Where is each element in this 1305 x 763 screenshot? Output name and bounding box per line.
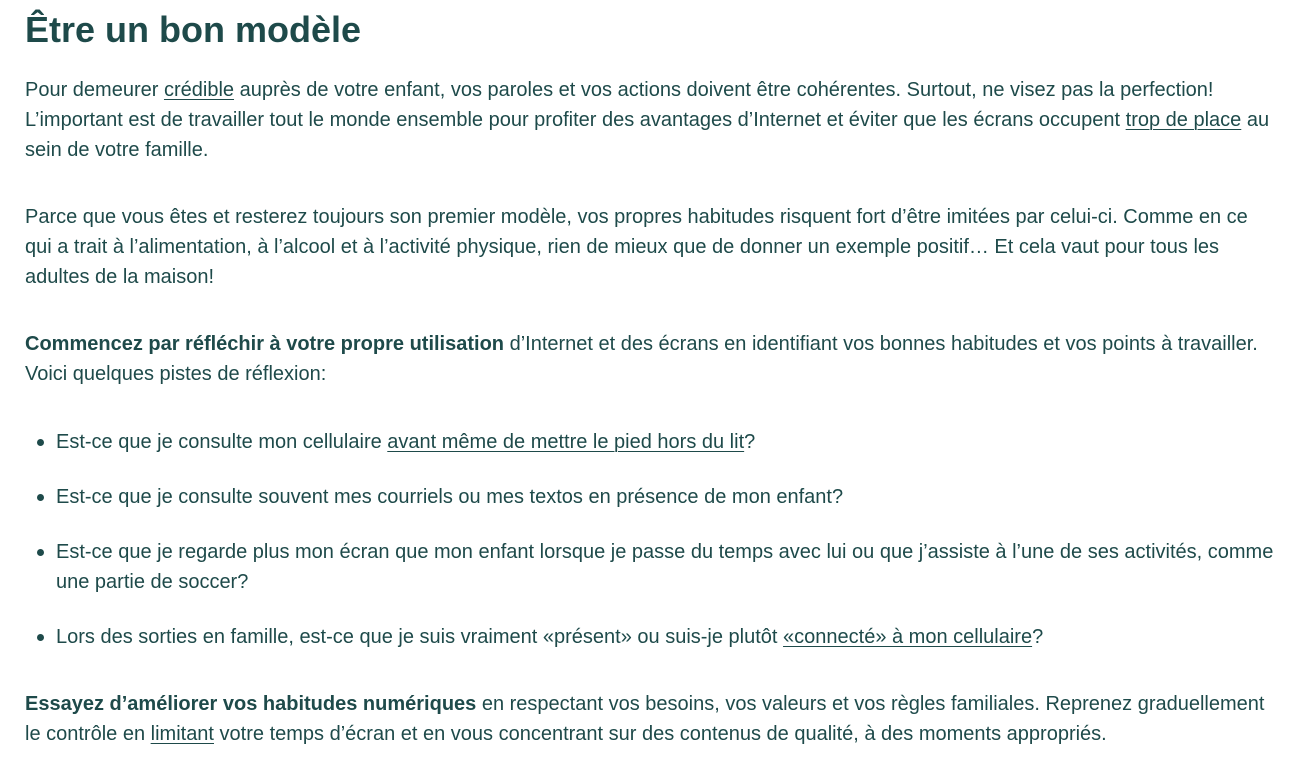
list-item-text: Lors des sorties en famille, est-ce que je suis vraiment «présent» ou suis-je plutôt	[56, 626, 784, 648]
link-trop-de-place[interactable]: trop de place	[1125, 109, 1242, 131]
paragraph-text: d’Internet et des écrans en identifiant vos bonnes habitudes et vos points à travailler. Voici quelques pistes de réflexion:	[25, 333, 1258, 385]
paragraph-text: au sein de votre famille.	[25, 109, 1270, 161]
link-pied-hors-du-lit[interactable]: avant même de mettre le pied hors du lit	[387, 431, 745, 453]
list-item-text: Est-ce que je consulte souvent mes courriels ou mes textos en présence de mon enfant?	[56, 486, 844, 508]
list-item	[25, 482, 1280, 512]
paragraph-text: votre temps d’écran et en vous concentrant sur des contenus de qualité, à des moments appropriés.	[214, 723, 1107, 745]
list-item-text: Est-ce que je regarde plus mon écran que mon enfant lorsque je passe du temps avec lui ou que j’assiste à l’une de ses activités, comme une partie de soccer?	[56, 541, 1274, 593]
paragraph-improve-habits	[25, 689, 1280, 749]
list-item	[25, 427, 1280, 457]
bold-text: Essayez d’améliorer vos habitudes numériques	[25, 693, 477, 715]
paragraph-text: en respectant vos besoins, vos valeurs et vos règles familiales. Reprenez graduellement le contrôle en	[25, 693, 1265, 745]
list-item-text: ?	[1032, 626, 1044, 648]
paragraph-text: Pour demeurer	[25, 79, 164, 101]
bold-text: Commencez par réfléchir à votre propre utilisation	[25, 333, 505, 355]
paragraph-reflection	[25, 329, 1280, 389]
link-connecte-cellulaire[interactable]: «connecté» à mon cellulaire	[783, 626, 1033, 648]
bullet-icon	[37, 549, 44, 556]
bullet-icon	[37, 634, 44, 641]
list-item	[25, 622, 1280, 652]
bullet-icon	[37, 494, 44, 501]
paragraph-role-model: Parce que vous êtes et resterez toujours son premier modèle, vos propres habitudes risquent fort d’être imitées par celui-ci. Comme en ce qui a trait à l’alimentation, à l’alcool et à l’activité physique, rien de mieux que de donner un exemple positif… Et cela vaut pour tous les adultes de la maison!	[25, 206, 1248, 288]
paragraph-credibility	[25, 75, 1280, 165]
bullet-icon	[37, 439, 44, 446]
reflection-list	[25, 427, 1280, 652]
link-limitant[interactable]: limitant	[150, 723, 214, 745]
paragraph-text: auprès de votre enfant, vos paroles et vos actions doivent être cohérentes. Surtout, ne visez pas la perfection! L’important est de travailler tout le monde ensemble pour profiter des avantages d’Internet et éviter que les écrans occupent	[25, 79, 1214, 131]
link-credible[interactable]: crédible	[163, 79, 235, 101]
page-title: Être un bon modèle	[25, 9, 362, 50]
list-item	[25, 537, 1280, 597]
list-item-text: Est-ce que je consulte mon cellulaire	[56, 431, 388, 453]
list-item-text: ?	[744, 431, 756, 453]
